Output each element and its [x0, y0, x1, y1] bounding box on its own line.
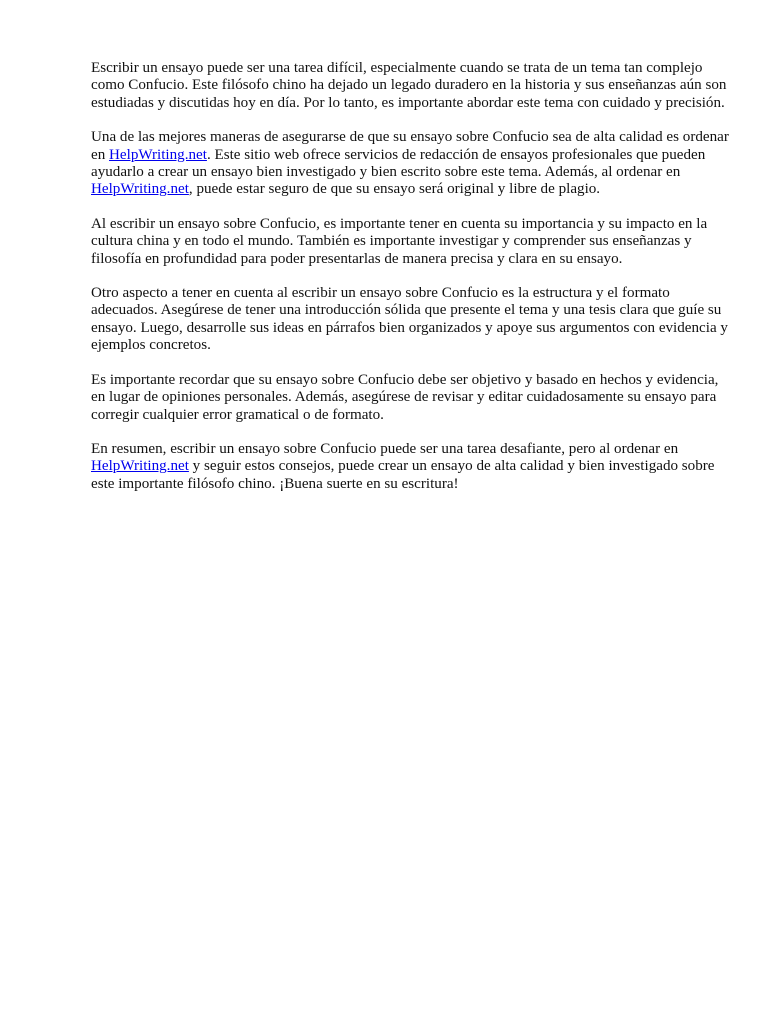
paragraph-helpwriting — [91, 129, 731, 199]
paragraph-intro: Escribir un ensayo puede ser una tarea difícil, especialmente cuando se trata de un tema tan complejo como Confucio. Este filósofo chino ha dejado un legado duradero en la historia y sus enseñanzas aún son estudiadas y discutidas hoy en día. Por lo tanto, es importante abordar este tema con cuidado y precisión. — [91, 60, 727, 111]
helpwriting-link[interactable]: HelpWriting.net — [91, 181, 189, 198]
paragraph-summary — [91, 441, 731, 493]
paragraph-text: . Este sitio web ofrece servicios de redacción de ensayos profesionales que pueden ayudarlo a crear un ensayo bien investigado y bien escrito sobre este tema. Además, al ordenar en — [91, 146, 706, 181]
helpwriting-link[interactable]: HelpWriting.net — [91, 458, 189, 475]
paragraph-objectivity: Es importante recordar que su ensayo sobre Confucio debe ser objetivo y basado en hechos y evidencia, en lugar de opiniones personales. Además, asegúrese de revisar y editar cuidadosamente su ensayo para corregir cualquier error gramatical o de formato. — [91, 371, 719, 423]
document-body — [91, 60, 731, 510]
paragraph-text: y seguir estos consejos, puede crear un ensayo de alta calidad y bien investigado sobre este importante filósofo chino. ¡Buena suerte en su escritura! — [91, 458, 715, 492]
paragraph-text: En resumen, escribir un ensayo sobre Confucio puede ser una tarea desafiante, pero al ordenar en — [91, 440, 679, 457]
helpwriting-link[interactable]: HelpWriting.net — [109, 146, 207, 163]
paragraph-text: Una de las mejores maneras de asegurarse de que su ensayo sobre Confucio sea de alta calidad es ordenar en — [91, 129, 729, 163]
paragraph-text: , puede estar seguro de que su ensayo será original y libre de plagio. — [188, 181, 601, 198]
paragraph-structure: Otro aspecto a tener en cuenta al escribir un ensayo sobre Confucio es la estructura y el formato adecuados. Asegúrese de tener una introducción sólida que presente el tema y una tesis clara que guíe su ensayo. Luego, desarrolle sus ideas en párrafos bien organizados y apoye sus argumentos con evidencia y ejemplos concretos. — [91, 285, 728, 354]
paragraph-importance: Al escribir un ensayo sobre Confucio, es importante tener en cuenta su importancia y su impacto en la cultura china y en todo el mundo. También es importante investigar y comprender sus enseñanzas y filosofía en profundidad para poder presentarlas de manera precisa y clara en su ensayo. — [91, 215, 708, 267]
